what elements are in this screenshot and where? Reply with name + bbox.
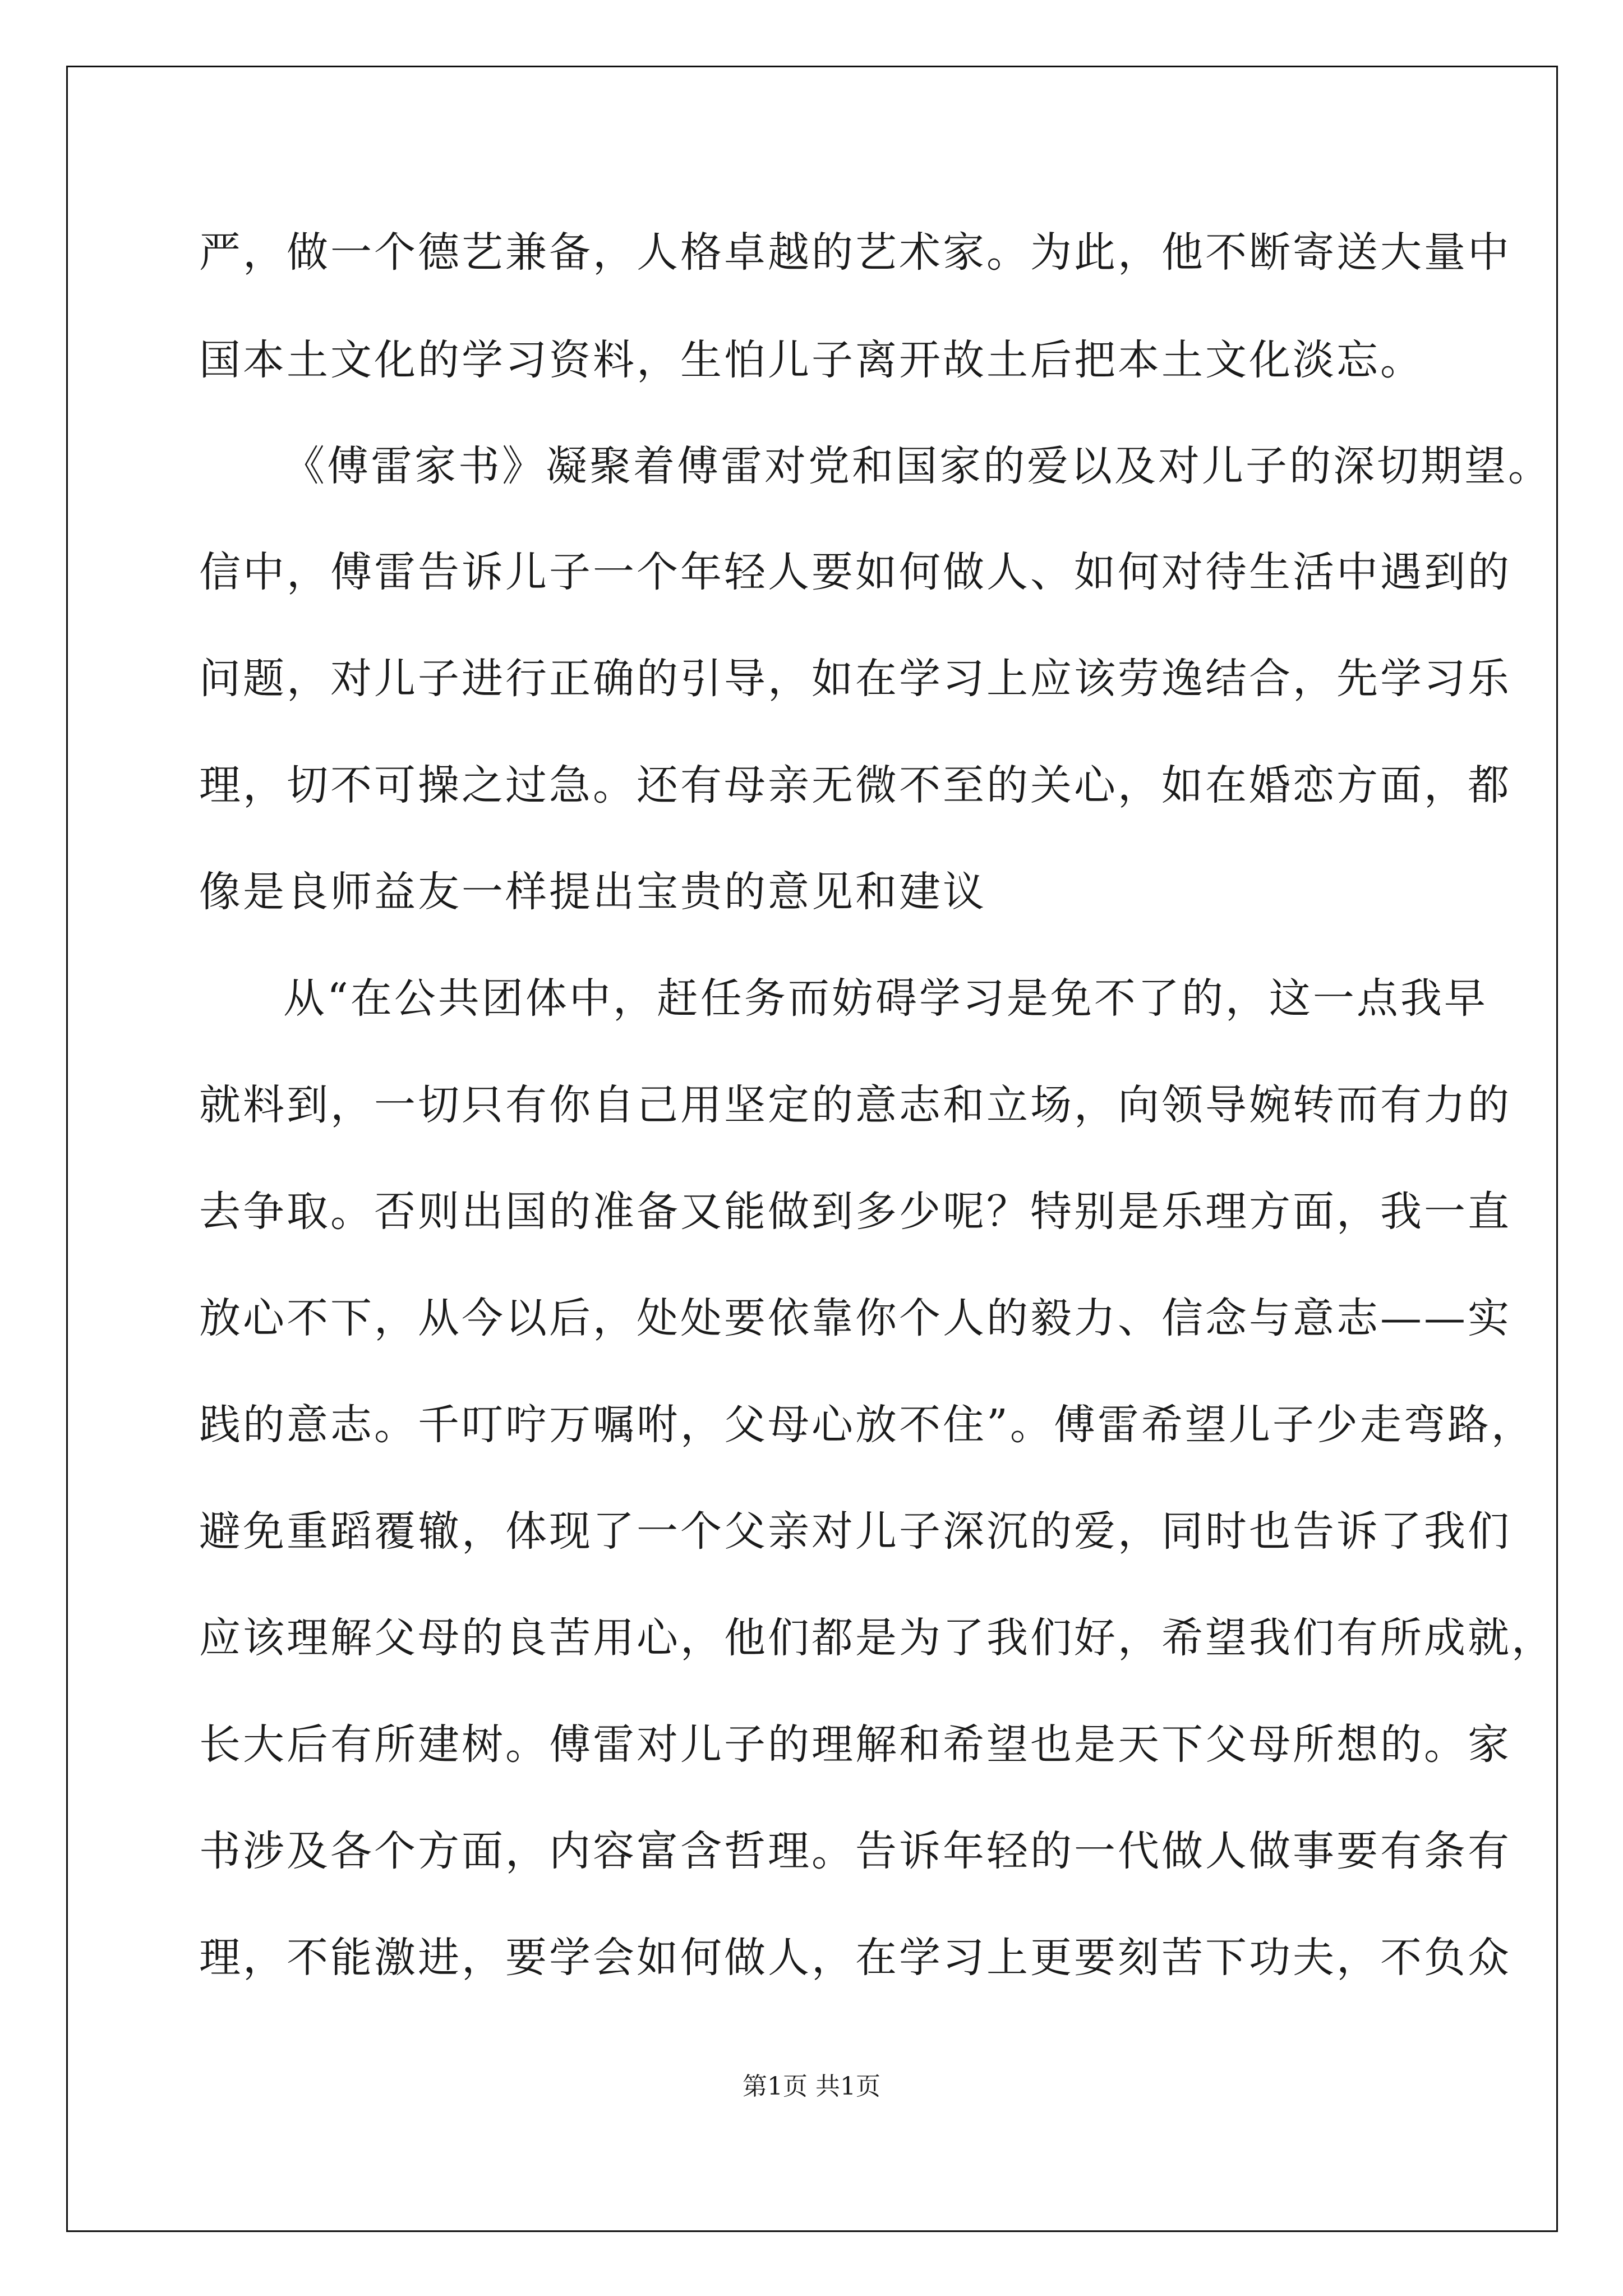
page-border (66, 66, 1558, 2232)
text-line: 信中，傅雷告诉儿子一个年轻人要如何做人、如何对待生活中遇到的 (199, 548, 1511, 596)
text-line: 国本土文化的学习资料，生怕儿子离开故土后把本土文化淡忘。 (199, 336, 1424, 384)
text-line: 问题，对儿子进行正确的引导，如在学习上应该劳逸结合，先学习乐 (199, 655, 1511, 703)
text-line: 践的意志。千叮咛万嘱咐，父母心放不住”。傅雷希望儿子少走弯路， (199, 1401, 1535, 1449)
paragraph-first-line: 从“在公共团体中，赶任务而妨碍学习是免不了的，这一点我早 (283, 974, 1488, 1023)
text-line: 放心不下，从今以后，处处要依靠你个人的毅力、信念与意志——实 (199, 1294, 1511, 1342)
text-line: 避免重蹈覆辙，体现了一个父亲对儿子深沉的爱，同时也告诉了我们 (199, 1507, 1511, 1556)
text-line: 书涉及各个方面，内容富含哲理。告诉年轻的一代做人做事要有条有 (199, 1827, 1511, 1875)
text-line: 应该理解父母的良苦用心，他们都是为了我们好，希望我们有所成就， (199, 1614, 1555, 1662)
text-line: 严，做一个德艺兼备，人格卓越的艺术家。为此，他不断寄送大量中 (199, 228, 1511, 277)
page-number-label: 第1页 共1页 (743, 2072, 880, 2101)
text-line: 理，切不可操之过急。还有母亲无微不至的关心，如在婚恋方面，都 (199, 761, 1511, 809)
text-line: 去争取。否则出国的准备又能做到多少呢？特别是乐理方面，我一直 (199, 1188, 1511, 1236)
text-line: 像是良师益友一样提出宝贵的意见和建议 (199, 868, 986, 916)
text-line: 理，不能激进，要学会如何做人，在学习上更要刻苦下功夫，不负众 (199, 1934, 1511, 1982)
text-line: 长大后有所建树。傅雷对儿子的理解和希望也是天下父母所想的。家 (199, 1720, 1511, 1769)
page-footer (0, 2070, 1623, 2104)
paragraph-first-line: 《傅雷家书》凝聚着傅雷对党和国家的爱以及对儿子的深切期望。 (283, 442, 1552, 490)
text-line: 就料到，一切只有你自己用坚定的意志和立场，向领导婉转而有力的 (199, 1081, 1511, 1129)
